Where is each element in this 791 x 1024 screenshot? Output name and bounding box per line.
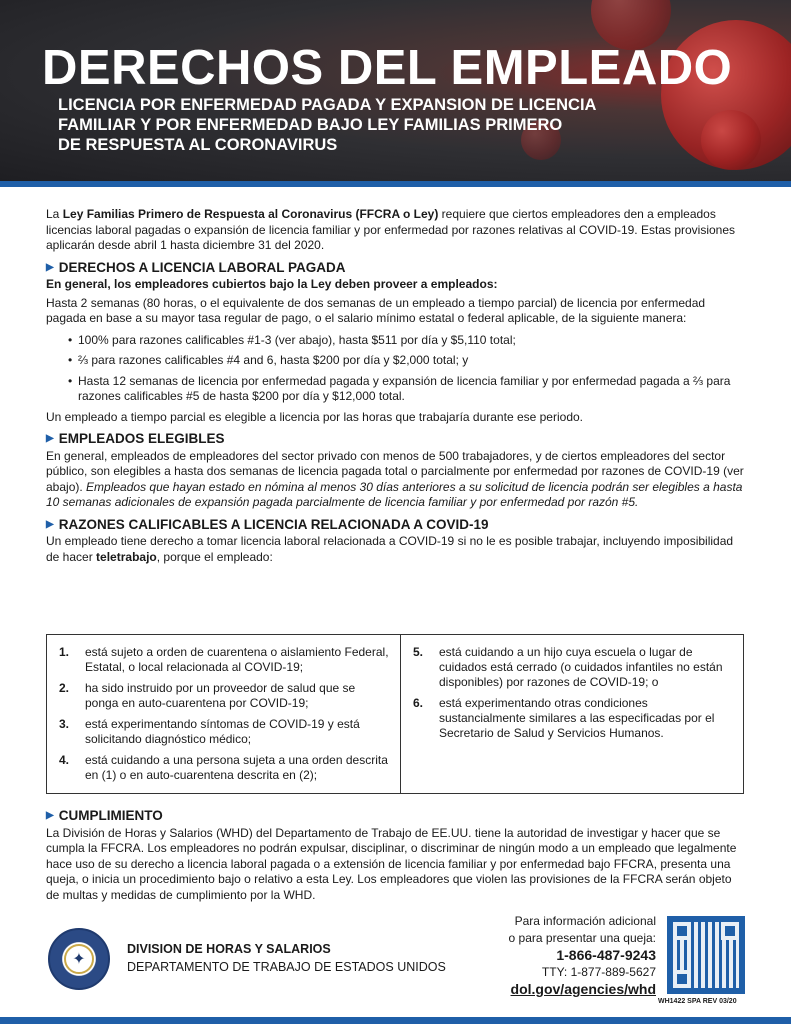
compliance-section [46, 802, 746, 903]
law-name: Ley Familias Primero de Respuesta al Coronavirus (FFCRA o Ley) [62, 207, 439, 221]
reason-text: está cuidando a un hijo cuya escuela o lugar de cuidados está cerrado (o cuidados infantiles no están disponibles) por razones de COVID-19; o [438, 645, 723, 689]
reasons-intro-text: Un empleado tiene derecho a tomar licencia laboral relacionada a COVID-19 si no le es posible trabajar, incluyendo imposibilidad de hacer [46, 534, 734, 564]
subtitle-line: DE RESPUESTA AL CORONAVIRUS [58, 136, 338, 154]
heading-text: EMPLEADOS ELEGIBLES [58, 431, 225, 446]
intro-text: La [46, 207, 63, 221]
paid-leave-body: Hasta 2 semanas (80 horas, o el equivalente de dos semanas de un empleado a tiempo parcial) de licencia por enfermedad pagada en base a su mayor tasa regular de pago, o el salario mínimo estatal o federal aplicable, de la siguiente manera: [46, 295, 706, 325]
reason-item [413, 645, 733, 690]
qr-code[interactable] [667, 916, 745, 994]
qr-finder [673, 970, 691, 988]
eagle-icon: ✦ [64, 944, 94, 974]
reason-number: 6. [412, 696, 423, 710]
org-department: DEPARTAMENTO DE TRABAJO DE ESTADOS UNIDOS [127, 960, 446, 974]
subtitle-line: FAMILIAR Y POR ENFERMEDAD BAJO LEY FAMILIAS PRIMERO [58, 116, 563, 134]
header-banner [0, 0, 791, 182]
contact-text: Para información adicional [514, 914, 656, 928]
contact-text: o para presentar una queja: [508, 931, 656, 945]
triangle-bullet-icon: ▶ [46, 810, 54, 821]
qr-pattern [673, 922, 739, 988]
virus-image [701, 110, 761, 170]
header-divider [0, 181, 791, 187]
reasons-left-column [47, 635, 401, 793]
contact-block [509, 913, 656, 998]
reason-text: está sujeto a orden de cuarentena o aislamiento Federal, Estatal, o local relacionada al COVID-19; [85, 645, 389, 674]
reason-item [59, 717, 390, 747]
section-heading-eligible [46, 431, 746, 447]
triangle-bullet-icon: ▶ [46, 261, 54, 273]
footer-divider [0, 1017, 791, 1024]
reason-number: 1. [59, 645, 70, 659]
main-content [46, 207, 746, 570]
reason-number: 2. [59, 681, 70, 695]
reason-number: 3. [59, 717, 70, 731]
qr-finder [673, 922, 691, 940]
dol-seal-logo [48, 928, 110, 990]
reason-text: está cuidando a una persona sujeta a una orden descrita en (1) o en auto-cuarentena descrita en (2); [85, 753, 388, 782]
list-item: • 100% para razones calificables #1-3 (ver abajo), hasta $511 por día y $5,110 total; [68, 333, 746, 349]
qualifying-reasons-box [46, 634, 744, 794]
compliance-body: La División de Horas y Salarios (WHD) del Departamento de Trabajo de EE.UU. tiene la autoridad de investigar y hacer que se cumpla la FFCRA. Los empleadores no podrán expulsar, disciplinar, o discriminar de ningún modo a un empleado que legalmente hace uso de su derecho a licencia laboral pagada o a extensión de licencia familiar y por enfermedad bajo FFCRA, presenta una queja, o inicia un procedimiento bajo o relativo a esta Ley. Los empleadores que violen las provisiones de la FFCRA serán objeto de multas y medidas de cumplimiento por la WHD. [46, 825, 737, 902]
reason-number: 4. [59, 753, 70, 767]
tty-number: TTY: 1-877-889-5627 [541, 965, 656, 979]
triangle-bullet-icon: ▶ [46, 518, 54, 530]
qr-finder [721, 922, 739, 940]
phone-number[interactable]: 1-866-487-9243 [556, 947, 656, 963]
reasons-intro-text: , porque el empleado: [156, 549, 273, 564]
eligible-text: En general, empleados de empleadores del sector privado con menos de 500 trabajadores, y de ciertos empleadores del sector público, son elegibles a hasta dos semanas de licencia pagada total o parcialmente por enfermedad por razones de COVID-19 (ver abajo). [46, 448, 744, 494]
section-heading-reasons [46, 517, 746, 533]
heading-text: DERECHOS A LICENCIA LABORAL PAGADA [58, 259, 346, 275]
subtitle-line: LICENCIA POR ENFERMEDAD PAGADA Y EXPANSION DE LICENCIA [58, 96, 597, 114]
website-link[interactable]: dol.gov/agencies/whd [510, 981, 656, 997]
intro-paragraph [46, 207, 746, 254]
reasons-intro [46, 534, 746, 565]
section-heading-paid-leave [46, 260, 746, 276]
section-heading-compliance [46, 808, 746, 824]
reason-text: está experimentando síntomas de COVID-19 y está solicitando diagnóstico médico; [85, 717, 360, 746]
reason-item [59, 645, 390, 675]
page-subtitle [58, 95, 708, 155]
paid-leave-bullets [68, 333, 746, 405]
reason-item [413, 696, 733, 741]
reason-item [59, 753, 390, 783]
form-id: WH1422 SPA REV 03/20 [658, 998, 737, 1005]
org-division: DIVISION DE HORAS Y SALARIOS [127, 942, 331, 956]
intro-text: requiere que ciertos empleadores den a empleados licencias laboral pagadas o expansión de licencia familiar y por enfermedad por razones relativas al COVID-19. Estas provisiones aplicarán desde abril 1 hasta diciembre 31 del 2020. [46, 207, 736, 252]
heading-text: CUMPLIMIENTO [58, 808, 163, 823]
reason-number: 5. [412, 645, 423, 659]
triangle-bullet-icon: ▶ [46, 433, 54, 444]
reason-text: ha sido instruido por un proveedor de salud que se ponga en auto-cuarentena por COVID-19; [85, 681, 356, 710]
page-title: DERECHOS DEL EMPLEADO [42, 41, 733, 95]
reasons-right-column [401, 635, 743, 793]
reason-item [59, 681, 390, 711]
heading-text: RAZONES CALIFICABLES A LICENCIA RELACIONADA A COVID-19 [58, 516, 489, 532]
reason-text: está experimentando otras condiciones sustancialmente similares a las especificadas por el Secretario de Salud y Servicios Humanos. [438, 696, 715, 740]
eligible-italic-text: Empleados que hayan estado en nómina al menos 30 días anteriores a su solicitud de licencia podrán ser elegibles a hasta 10 semanas adicionales de expansión pagada parcialmente de licencia familiar y por enfermedad por razón #5. [46, 479, 743, 509]
list-item: • ⅔ para razones calificables #4 and 6, hasta $200 por día y $2,000 total; y [68, 353, 746, 369]
list-item: • Hasta 12 semanas de licencia por enfermedad pagada y expansión de licencia familiar y por enfermedad pagada a ⅔ para razones calificables #5 de hasta $200 por día y $12,000 total. [68, 374, 746, 405]
eligible-paragraph [46, 449, 746, 511]
paid-leave-lead: En general, los empleadores cubiertos bajo la Ley deben proveer a empleados: [46, 277, 498, 291]
telework-term: teletrabajo [96, 549, 157, 564]
part-time-note: Un empleado a tiempo parcial es elegible a licencia por las horas que trabajaría durante ese periodo. [46, 409, 583, 424]
